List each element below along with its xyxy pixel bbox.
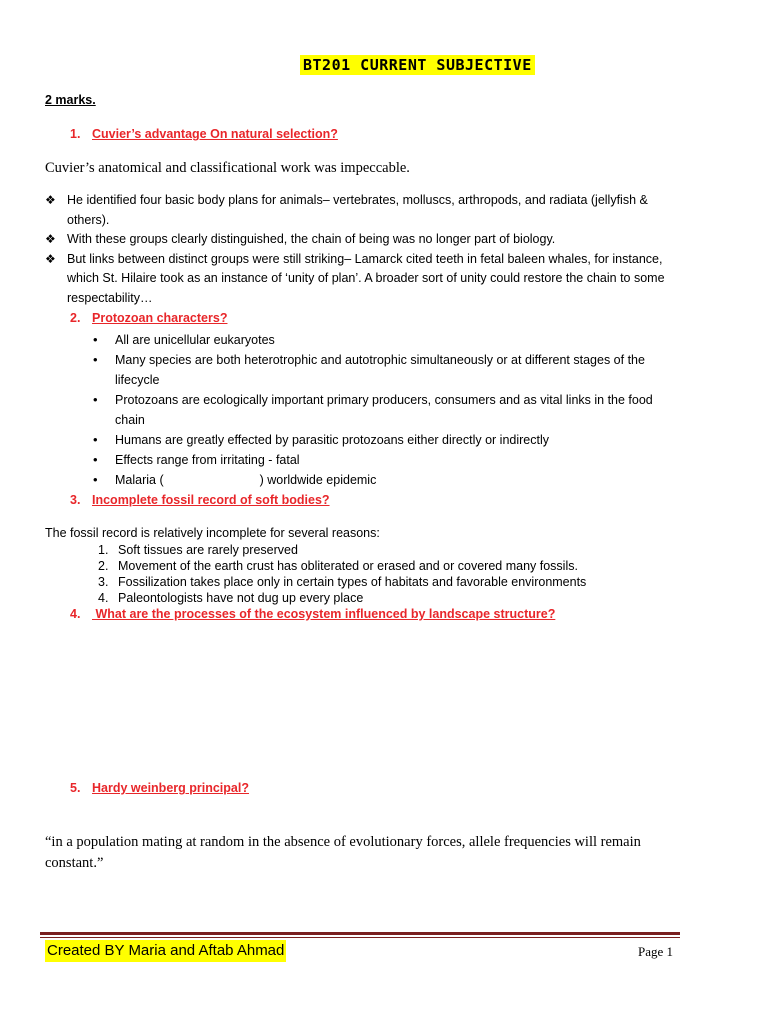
list-item: ❖ He identified four basic body plans for animals– vertebrates, molluscs, arthropods, and radiata (jellyfish & others).: [45, 193, 648, 227]
section-label: 2 marks.: [45, 93, 96, 107]
question-3-text: Incomplete fossil record of soft bodies?: [92, 493, 330, 507]
list-item: 3. Fossilization takes place only in certain types of habitats and favorable environments: [98, 575, 587, 589]
question-5-quote: “in a population mating at random in the absence of evolutionary forces, allele frequencies will remain constant.”: [45, 834, 641, 871]
bullet-icon: •: [93, 452, 98, 467]
footer-rule-thin: [40, 937, 680, 938]
list-item: • All are unicellular eukaryotes: [91, 330, 681, 350]
bullet-icon: •: [93, 332, 98, 347]
question-4-number: 4.: [70, 607, 81, 621]
question-4-text: What are the processes of the ecosystem influenced by landscape structure?: [92, 607, 556, 621]
question-1-lead: Cuvier’s anatomical and classificational work was impeccable.: [45, 160, 410, 176]
diamond-bullet-icon: ❖: [45, 193, 56, 207]
bullet-icon: •: [93, 472, 98, 487]
question-5-heading: [70, 781, 249, 795]
question-4-heading: [70, 607, 555, 621]
bullet-icon: •: [93, 432, 98, 447]
question-3-list: [98, 542, 688, 606]
question-2-number: 2.: [70, 311, 81, 325]
list-item: 1. Soft tissues are rarely preserved: [98, 543, 298, 557]
diamond-bullet-icon: ❖: [45, 251, 56, 266]
question-1-number: 1.: [70, 127, 81, 141]
document-title: BT201 CURRENT SUBJECTIVE: [300, 55, 535, 75]
bullet-icon: •: [93, 392, 98, 407]
list-item: • Many species are both heterotrophic and autotrophic simultaneously or at different stages of the lifecycle: [93, 352, 645, 387]
question-1-bullets: [45, 191, 685, 308]
question-2-text: Protozoan characters?: [92, 311, 228, 325]
question-3-number: 3.: [70, 493, 81, 507]
question-1-heading: [70, 127, 338, 141]
list-item: ❖ But links between distinct groups were still striking– Lamarck cited teeth in fetal baleen whales, for instance, which St. Hilaire took as an instance of ‘unity of plan’. A broader sort of unity could restore the chain to some respectability…: [45, 251, 665, 305]
page-number: Page 1: [638, 944, 674, 959]
question-5-text: Hardy weinberg principal?: [92, 781, 249, 795]
question-5-number: 5.: [70, 781, 81, 795]
question-3-heading: [70, 493, 330, 507]
footer-credit: Created BY Maria and Aftab Ahmad: [45, 940, 286, 962]
list-item: • Humans are greatly effected by parasitic protozoans either directly or indirectly: [91, 430, 681, 450]
list-item: ❖ With these groups clearly distinguished, the chain of being was no longer part of biology.: [45, 230, 685, 250]
footer-rule: [40, 932, 680, 935]
bullet-icon: •: [93, 352, 98, 367]
list-item: 2. Movement of the earth crust has obliterated or erased and or covered many fossils.: [98, 559, 578, 573]
question-2-bullets: [91, 330, 681, 490]
question-3-lead: The fossil record is relatively incomplete for several reasons:: [45, 526, 380, 540]
list-item: 4. Paleontologists have not dug up every place: [98, 591, 364, 605]
list-item: • Malaria ( ) worldwide epidemic: [91, 470, 681, 490]
question-1-text: Cuvier’s advantage On natural selection?: [92, 127, 338, 141]
question-2-heading: [70, 311, 227, 325]
list-item: • Protozoans are ecologically important primary producers, consumers and as vital links in the food chain: [93, 392, 653, 427]
diamond-bullet-icon: ❖: [45, 232, 56, 246]
list-item: • Effects range from irritating - fatal: [91, 450, 681, 470]
